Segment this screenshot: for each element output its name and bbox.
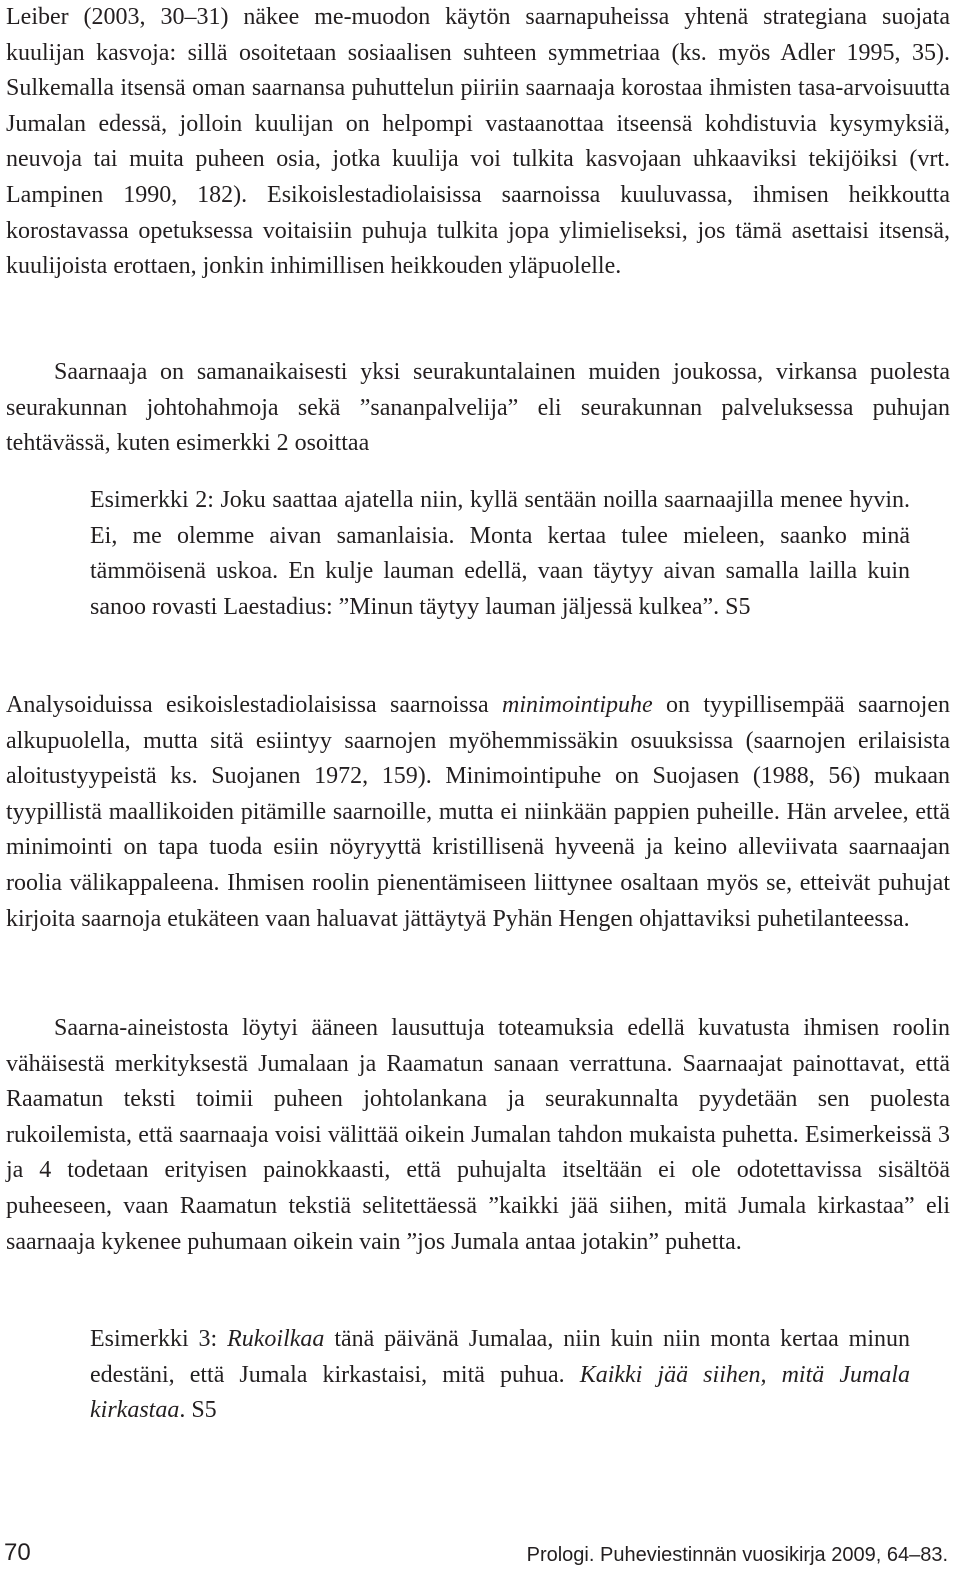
example-source: . S5	[179, 1397, 217, 1424]
page-number: 70	[4, 1539, 31, 1566]
paragraph-text-start: Analysoiduissa esikoislestadiolaisissa saarnoissa	[6, 692, 503, 718]
italic-quote: Kaikki jää siihen, mitä Jumala kirkastaa	[90, 1361, 910, 1424]
body-paragraph-2	[6, 355, 950, 462]
paragraph-text: Saarnaaja on samanaikaisesti yksi seurakuntalainen muiden joukossa, virkansa puolesta seurakunnan johtohahmoja sekä ”sananpalvelija” eli seurakunnan palveluksessa puhujan tehtävässä, kuten esimerkki 2 osoittaa	[6, 359, 950, 457]
paragraph-text-rest: on tyypillisempää saarnojen alkupuolella, mutta sitä esiintyy saarnojen myöhemmissäkin osuuksissa (saarnojen erilaisista aloitustyypeistä ks. Suojanen 1972, 159). Minimointipuhe on Suojasen (1988, 56) mukaan tyypillistä maallikoiden pitämille saarnoille, mutta ei niinkään pappien puheille. Hän arvelee, että minimointi on tapa tuoda esiin nöyryyttä kristillisenä hyveenä ja keino alleviivata saarnaajan roolia välikappaleena. Ihmisen roolin pienentämiseen liittynee osaltaan myös se, etteivät puhujat kirjoita saarnoja etukäteen vaan haluavat jättäytyä Pyhän Hengen ohjattaviksi puhetilanteessa.	[6, 692, 950, 932]
example-2-quote	[90, 483, 910, 625]
italic-term: Rukoilkaa	[227, 1326, 325, 1352]
paragraph-text: Saarna-aineistosta löytyi ääneen lausuttuja toteamuksia edellä kuvatusta ihmisen roolin vähäisestä merkityksestä Jumalaan ja Raamatun sanaan verrattuna. Saarnaajat painottavat, että Raamatun teksti toimii puheen johtolankana ja seurakunnalta pyydetään sen puolesta rukoilemista, että saarnaaja voisi välittää oikein Jumalan tahdon mukaista puhetta. Esimerkeissä 3 ja 4 todetaan erityisen painokkaasti, että puhujalta itseltään ei ole odotettavissa sisältöä puheeseen, vaan Raamatun tekstiä selitettäessä ”kaikki jää siihen, mitä Jumala kirkastaa” eli saarnaaja kykenee puhumaan oikein vain ”jos Jumala antaa jotakin” puhetta.	[6, 1015, 950, 1255]
body-paragraph-4	[6, 1011, 950, 1260]
italic-term: minimointipuhe	[502, 692, 653, 718]
example-label: Esimerkki 3:	[90, 1326, 228, 1352]
paragraph-text: Leiber (2003, 30–31) näkee me-muodon käytön saarnapuheissa yhtenä strategiana suojata kuulijan kasvoja: sillä osoitetaan sosiaalisen suhteen symmetriaa (ks. myös Adler 1995, 35). Sulkemalla itsensä oman saarnansa puhuttelun piiriin saarnaaja korostaa ihmisten tasa-arvoisuutta Jumalan edessä, jolloin kuulijan on helpompi vastaanottaa itseensä kohdistuvia kysymyksiä, neuvoja tai muita puheen osia, jotka kuulija voi tulkita kasvojaan uhkaaviksi tekijöiksi (vrt. Lampinen 1990, 182). Esikoislestadiolaisissa saarnoissa kuuluvassa, ihmisen heikkoutta korostavassa opetuksessa voitaisiin puhuja tulkita jopa ylimieliseksi, jos tämä asettaisi itsensä, kuulijoista erottaen, jonkin inhimillisen heikkouden yläpuolelle.	[6, 4, 950, 280]
running-footer-source: Prologi. Puheviestinnän vuosikirja 2009, 64–83.	[526, 1544, 948, 1566]
example-text: tänä päivänä Jumalaa, niin kuin niin monta kertaa minun edestäni, että Jumala kirkastaisi, mitä puhua.	[90, 1326, 910, 1388]
body-paragraph-3	[6, 688, 950, 937]
example-3-quote	[90, 1322, 910, 1429]
example-text: Esimerkki 2: Joku saattaa ajatella niin, kyllä sentään noilla saarnaajilla menee hyvin. Ei, me olemme aivan samanlaisia. Monta kertaa tulee mieleen, saanko minä tämmöisenä uskoa. En kulje lauman edellä, vaan täytyy aivan samalla lailla kuin sanoo rovasti Laestadius: ”Minun täytyy lauman jäljessä kulkea”. S5	[90, 487, 910, 620]
body-paragraph-1	[6, 0, 950, 285]
